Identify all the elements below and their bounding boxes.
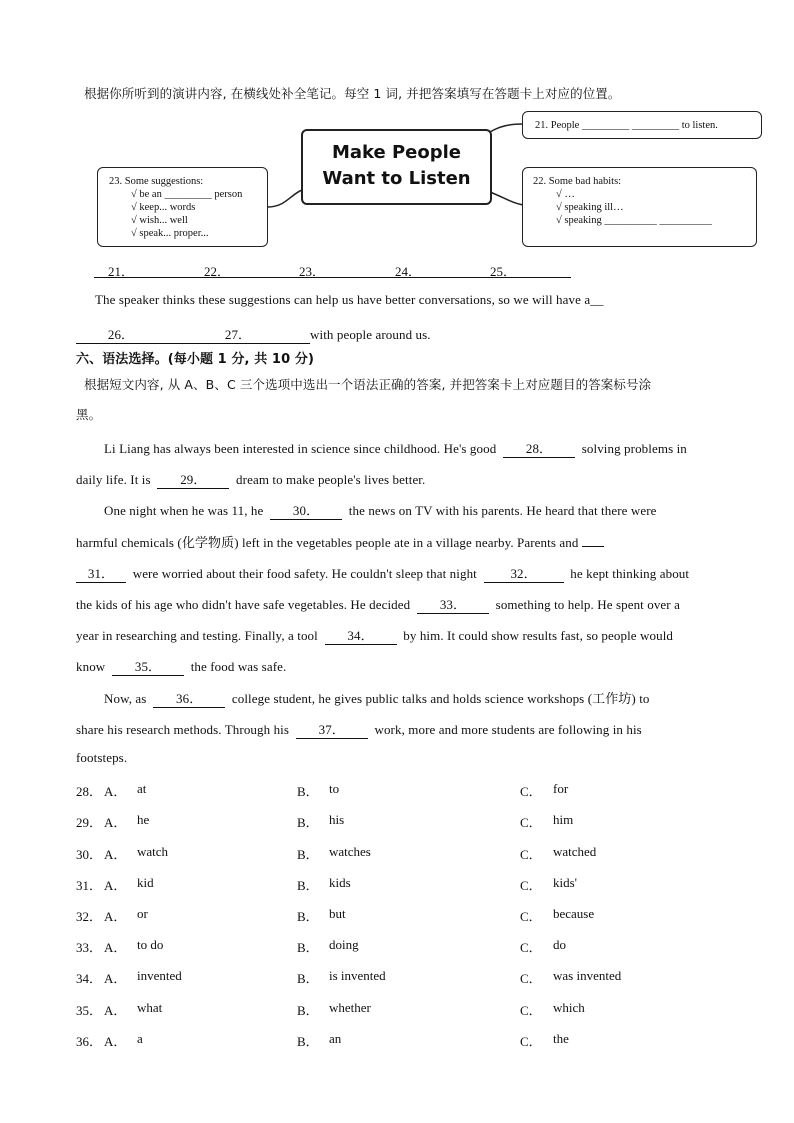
note-box-22 [522, 167, 757, 247]
passage-text: dream to make people's lives better. [236, 472, 426, 487]
option-letter: A． [104, 1034, 127, 1049]
blank-32: 32． [484, 563, 564, 583]
option-a[interactable]: to do [137, 937, 164, 952]
passage-line [76, 625, 673, 645]
passage-line [76, 532, 604, 551]
option-letter: C． [520, 909, 542, 924]
note-21-text: 21. People _________ _________ to listen. [535, 120, 718, 131]
passage-text: Li Liang has always been interested in science since childhood. He's good [104, 441, 497, 456]
question-number: 30． [76, 847, 103, 862]
answer-blank-row [94, 261, 571, 278]
answer-blank-26: 26． [76, 324, 166, 344]
option-c[interactable]: watched [553, 844, 597, 859]
blank-30: 30． [270, 500, 342, 520]
listening-instruction: 根据你所听到的演讲内容, 在横线处补全笔记。每空 1 词, 并把答案填写在答题卡上对应的位置。 [84, 86, 621, 101]
option-b[interactable]: doing [329, 937, 359, 952]
option-letter: B． [297, 815, 319, 830]
passage-text: solving problems in [581, 441, 687, 456]
option-c[interactable]: was invented [553, 968, 622, 983]
answer-blank-25: 25． [490, 264, 517, 279]
option-c[interactable]: because [553, 906, 595, 921]
option-letter: A． [104, 909, 127, 924]
option-a[interactable]: watch [137, 844, 169, 859]
note-box-21 [522, 111, 762, 139]
passage-line [76, 563, 689, 583]
option-letter: C． [520, 784, 542, 799]
option-letter: A． [104, 878, 127, 893]
passage-text: the kids of his age who didn't have safe vegetables. He decided [76, 597, 411, 612]
option-b[interactable]: is invented [329, 968, 386, 983]
blank-37: 37． [296, 719, 368, 739]
option-b[interactable]: watches [329, 844, 371, 859]
answer-blank-23: 23． [299, 264, 326, 279]
passage-line [76, 469, 425, 489]
option-c[interactable]: do [553, 937, 566, 952]
question-number: 35． [76, 1003, 103, 1018]
option-letter: A． [104, 784, 127, 799]
passage-text: the news on TV with his parents. He heard that there were [348, 503, 657, 518]
option-c[interactable]: kids' [553, 875, 578, 890]
note-23-item: √ speak... proper... [131, 228, 209, 239]
option-letter: C． [520, 1003, 542, 1018]
passage-text: One night when he was 11, he [104, 503, 264, 518]
note-23-item: √ wish... well [131, 215, 188, 226]
listening-sentence: The speaker thinks these suggestions can help us have better conversations, so we will have a__ [95, 292, 604, 307]
option-letter: C． [520, 815, 542, 830]
option-b[interactable]: kids [329, 875, 351, 890]
passage-line [76, 656, 286, 676]
option-letter: A． [104, 1003, 127, 1018]
option-letter: B． [297, 971, 319, 986]
option-c[interactable]: the [553, 1031, 569, 1046]
note-23-title: 23. Some suggestions: [109, 176, 204, 187]
note-22-title: 22. Some bad habits: [533, 176, 622, 187]
option-a[interactable]: kid [137, 875, 154, 890]
option-a[interactable]: invented [137, 968, 182, 983]
option-letter: B． [297, 909, 319, 924]
passage-text: Now, as [104, 691, 147, 706]
blank-35: 35． [112, 656, 184, 676]
center-title-line1: Make People [331, 142, 462, 163]
passage-text: something to help. He spent over a [495, 597, 680, 612]
question-number: 36． [76, 1034, 103, 1049]
note-box-23 [97, 167, 268, 247]
answer-blank-21: 21． [108, 264, 135, 279]
option-letter: C． [520, 847, 542, 862]
option-b[interactable]: to [329, 781, 340, 796]
passage-line [76, 719, 642, 739]
option-a[interactable]: or [137, 906, 148, 921]
grammar-instruction-cont: 黑。 [76, 407, 102, 422]
note-22-item: √ speaking ill… [556, 202, 624, 213]
option-letter: B． [297, 940, 319, 955]
option-a[interactable]: what [137, 1000, 163, 1015]
center-title-line2: Want to Listen [322, 168, 471, 189]
option-letter: C． [520, 878, 542, 893]
passage-text: know [76, 659, 106, 674]
passage-text: by him. It could show results fast, so people would [403, 628, 674, 643]
passage-text: share his research methods. Through his [76, 722, 290, 737]
option-b[interactable]: whether [329, 1000, 371, 1015]
option-a[interactable]: a [137, 1031, 143, 1046]
question-number: 32． [76, 909, 103, 924]
question-number: 34． [76, 971, 103, 986]
option-b[interactable]: but [329, 906, 346, 921]
passage-line [104, 500, 657, 520]
passage-text: harmful chemicals (化学物质) left in the vegetables people ate in a village nearby. Parents and [76, 535, 579, 550]
option-letter: B． [297, 1034, 319, 1049]
option-c[interactable]: him [553, 812, 574, 827]
passage-text: he kept thinking about [570, 566, 690, 581]
passage-line [104, 438, 687, 458]
option-c[interactable]: which [553, 1000, 585, 1015]
passage-line [76, 594, 680, 614]
option-letter: A． [104, 847, 127, 862]
blank-31: 31． [76, 563, 126, 583]
grammar-instruction: 根据短文内容, 从 A、B、C 三个选项中选出一个语法正确的答案, 并把答案卡上对应题目的答案标号涂 [84, 377, 652, 392]
listening-sentence-line2 [76, 324, 431, 344]
note-23-item: √ be an _________ person [131, 189, 243, 200]
passage-text: work, more and more students are following in his [374, 722, 642, 737]
question-number: 28． [76, 784, 103, 799]
option-letter: B． [297, 784, 319, 799]
option-c[interactable]: for [553, 781, 569, 796]
passage-line [104, 688, 650, 708]
question-number: 31． [76, 878, 103, 893]
blank-28: 28． [503, 438, 575, 458]
answer-blank-27: 27． [166, 324, 310, 344]
option-letter: C． [520, 971, 542, 986]
blank-33: 33． [417, 594, 489, 614]
blank-31-start [582, 546, 604, 547]
blank-29: 29． [157, 469, 229, 489]
listening-sentence-end: with people around us. [310, 327, 431, 342]
option-letter: A． [104, 971, 127, 986]
center-title-box [301, 129, 492, 205]
option-b[interactable]: his [329, 812, 345, 827]
question-number: 29． [76, 815, 103, 830]
note-23-item: √ keep... words [131, 202, 196, 213]
option-letter: A． [104, 940, 127, 955]
option-letter: C． [520, 940, 542, 955]
option-letter: B． [297, 878, 319, 893]
note-22-item: √ speaking __________ __________ [556, 215, 712, 226]
option-a[interactable]: at [137, 781, 147, 796]
question-number: 33． [76, 940, 103, 955]
blank-34: 34． [325, 625, 397, 645]
section-heading: 六、语法选择。(每小题 1 分, 共 10 分) [76, 352, 314, 367]
passage-text: the food was safe. [190, 659, 287, 674]
passage-text: year in researching and testing. Finally, a tool [76, 628, 318, 643]
option-letter: C． [520, 1034, 542, 1049]
option-a[interactable]: he [137, 812, 150, 827]
passage-line: footsteps. [76, 750, 128, 765]
option-b[interactable]: an [329, 1031, 342, 1046]
answer-blank-24: 24． [395, 264, 422, 279]
answer-blank-22: 22． [204, 264, 231, 279]
note-22-item: √ … [556, 189, 575, 200]
passage-text: daily life. It is [76, 472, 151, 487]
option-letter: B． [297, 847, 319, 862]
passage-text: were worried about their food safety. He couldn't sleep that night [132, 566, 477, 581]
blank-36: 36． [153, 688, 225, 708]
passage-text: college student, he gives public talks and holds science workshops (工作坊) to [231, 691, 650, 706]
option-letter: A． [104, 815, 127, 830]
option-letter: B． [297, 1003, 319, 1018]
